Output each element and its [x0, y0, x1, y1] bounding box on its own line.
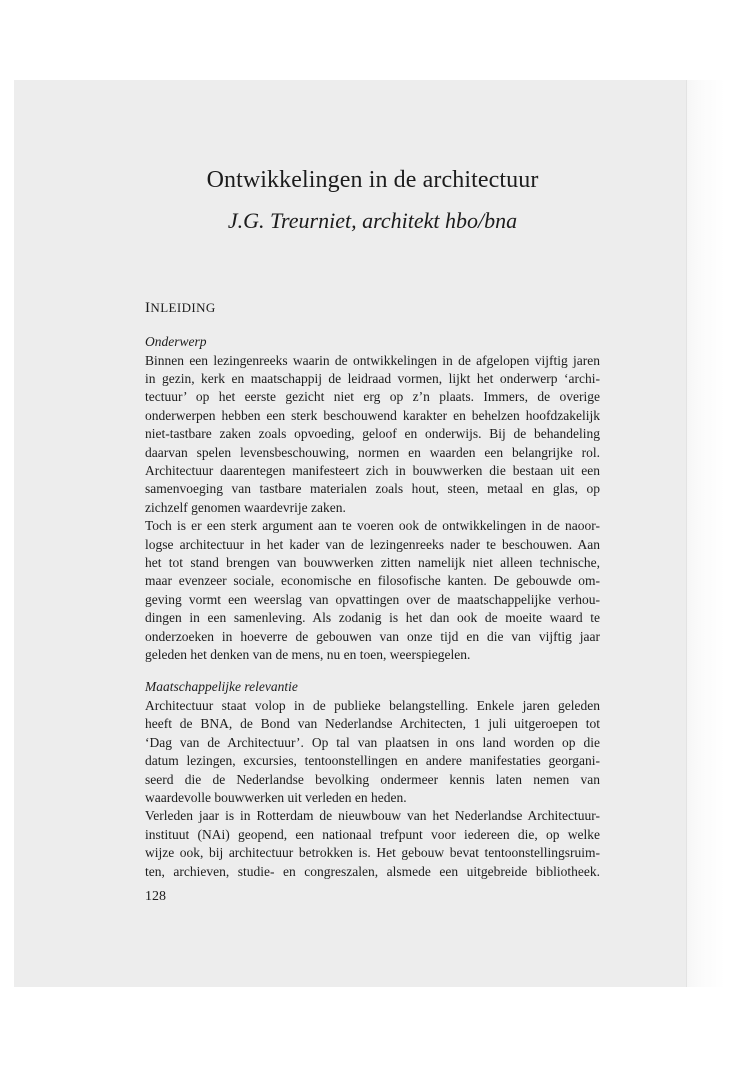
section-heading-rest: NLEIDING [150, 300, 216, 315]
author-line: J.G. Treurniet, architekt hbo/bna [227, 208, 518, 233]
paragraph-1 [145, 352, 600, 518]
text-line: heeft de BNA, de Bond van Nederlandse Architecten, 1 juli uitgeroepen tot [145, 716, 600, 732]
text-line: niet-tastbare zaken zoals opvoeding, geloof en onderwijs. Bij de behandeling [145, 426, 600, 442]
page-number: 128 [145, 889, 166, 904]
subheading-maatschappelijke-relevantie: Maatschappelijke relevantie [145, 679, 298, 695]
text-line: onderwerpen hebben een sterk beschouwend karakter en behelzen hoofdzakelijk [145, 407, 600, 423]
section-heading-initial: I [145, 300, 151, 316]
text-line: zichzelf genomen waardevrije zaken. [145, 499, 346, 515]
text-line: onderzoeken in hoeverre de gebouwen van onze tijd en die van vijftig jaar [145, 628, 600, 644]
paragraph-4 [145, 807, 600, 881]
text-line: geving vormt een weerslag van opvattingen over de maatschappelijke verhou- [145, 591, 600, 607]
text-line: datum lezingen, excursies, tentoonstellingen en andere manifestaties georgani- [145, 753, 600, 769]
text-line: geleden het denken van de mens, nu en toen, weerspiegelen. [145, 647, 471, 662]
text-line: samenvoeging van tastbare materialen zoals hout, steen, metaal en glas, op [145, 481, 600, 497]
page-edge [686, 80, 725, 987]
section-heading [145, 299, 600, 317]
text-line: ten, archieven, studie- en congreszalen, alsmede een uitgebreide bibliotheek. [145, 863, 600, 879]
page-content [145, 165, 600, 881]
text-line: logse architectuur in het kader van de lezingenreeks nader te beschouwen. Aan [145, 536, 600, 552]
text-line: tectuur’ op het eerste gezicht niet erg op z’n plaats. Immers, de overige [145, 389, 600, 405]
text-line: Toch is er een sterk argument aan te voeren ook de ontwikkelingen in de naoor- [145, 518, 600, 534]
text-line: Architectuur staat volop in de publieke belangstelling. Enkele jaren geleden [145, 697, 600, 713]
text-line: waardevolle bouwwerken uit verleden en heden. [145, 789, 407, 805]
text-line: instituut (NAi) geopend, een nationaal trefpunt voor iedereen die, op welke [145, 826, 600, 842]
text-line: Architectuur daarentegen manifesteert zich in bouwwerken die bestaan uit een [145, 462, 600, 478]
subheading-onderwerp: Onderwerp [145, 334, 207, 349]
paragraph-2 [145, 517, 600, 664]
text-line: dingen in een samenleving. Als zodanig is het dan ook de moeite waard te [145, 610, 600, 626]
text-line: seerd die de Nederlandse bevolking ondermeer kennis laten nemen van [145, 771, 600, 787]
text-line: in gezin, kerk en maatschappij de leidraad vormen, lijkt het onderwerp ‘archi- [145, 370, 600, 386]
text-line: maar evenzeer sociale, economische en filosofische kanten. De gebouwde om- [145, 573, 600, 589]
text-line: Verleden jaar is in Rotterdam de nieuwbouw van het Nederlandse Architectuur- [145, 808, 600, 824]
text-line: daarvan spelen levensbeschouwing, normen en waarden een belangrijke rol. [145, 444, 600, 460]
text-line: wijze ook, bij architectuur betrokken is. Het gebouw bevat tentoonstellingsruim- [145, 845, 600, 861]
text-line: Binnen een lezingenreeks waarin de ontwikkelingen in de afgelopen vijftig jaren [145, 352, 600, 368]
text-line: ‘Dag van de Architectuur’. Op tal van plaatsen in ons land worden op die [145, 734, 600, 750]
text-line: het tot stand brengen van bouwwerken zitten namelijk niet alleen technische, [145, 554, 600, 570]
paragraph-3 [145, 697, 600, 807]
chapter-title: Ontwikkelingen in de architectuur [206, 167, 539, 193]
